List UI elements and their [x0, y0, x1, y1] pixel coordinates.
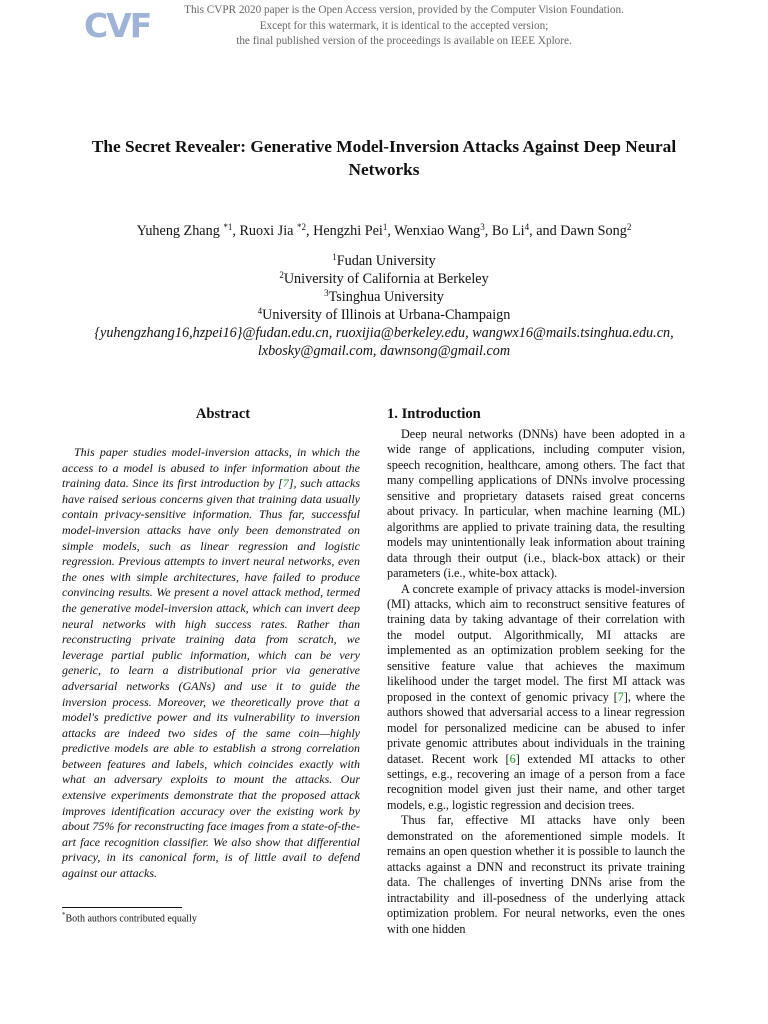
- paragraph: Thus far, effective MI attacks have only been demonstrated on the aforementioned simple models. It remains an open question whether it is possible to launch the attacks against a DNN and reconstruct its private training data. The challenges of inverting DNNs arise from the intractability and ill-posedness of the underlying attack optimization problem. For neural networks, even the ones with one hidden: [387, 813, 685, 936]
- footnote: *Both authors contributed equally: [62, 911, 197, 925]
- abstract-body: This paper studies model-inversion attacks, in which the access to a model is abused to infer information about the training data. Since its first introduction by [7], such attacks have raised serious concerns given that training data usually contain privacy-sensitive information. Thus far, successful model-inversion attacks have only been demonstrated on simple models, such as linear regression and logistic regression. Previous attempts to invert neural networks, even the ones with simple architectures, have failed to produce convincing results. We present a novel attack method, termed the generative model-inversion attack, which can invert deep neural networks with high success rates. Rather than reconstructing private training data from scratch, we leverage partial public information, which can be very generic, to learn a distributional prior via generative adversarial networks (GANs) and use it to guide the inversion process. Moreover, we theoretically prove that a model's predictive power and its vulnerability to inversion attacks are indeed two sides of the same coin—highly predictive models are able to establish a strong correlation between features and labels, which coincides exactly with what an adversary exploits to mount the attacks. Our extensive experiments demonstrate that the proposed attack improves identification accuracy over the existing work by about 75% for reconstructing face images from a state-of-the-art face recognition classifier. We also show that differential privacy, in its canonical form, is of little avail to defend against our attacks.: [62, 445, 361, 881]
- watermark-line-1: This CVPR 2020 paper is the Open Access version, provided by the Computer Vision Foundation.: [184, 4, 624, 16]
- footnote-rule: [62, 907, 182, 908]
- abstract-heading: Abstract: [195, 406, 251, 422]
- affiliations: [40, 253, 728, 360]
- introduction-heading: 1. Introduction: [387, 406, 481, 422]
- affiliation: $^2$University of California at Berkeley: [279, 269, 489, 287]
- author: Ruoxi Jia $^{*2}$: [239, 222, 306, 239]
- author: Bo Li$^4$: [491, 222, 530, 239]
- affiliation: $^1$Fudan University: [332, 252, 436, 269]
- paragraph: Deep neural networks (DNNs) have been adopted in a wide range of applications, including computer vision, speech recognition, healthcare, among others. The fact that many compelling applications of DNNs involve processing sensitive and proprietary datasets raised great concerns about privacy. In particular, when machine learning (ML) algorithms are applied to private training data, the resulting models may unintentionally leak information about training data through their output (i.e., black-box attack) or their parameters (i.e., white-box attack).: [387, 427, 685, 581]
- author-emails: [40, 325, 728, 361]
- introduction-body: [387, 427, 685, 937]
- svg-text:CVF: CVF: [84, 6, 151, 45]
- author: Hengzhi Pei$^1$: [313, 222, 388, 239]
- email-line-1: {yuhengzhang16,hzpei16}@fudan.edu.cn, ruoxijia@berkeley.edu, wangwx16@mails.tsinghua.edu.cn,: [94, 324, 674, 341]
- watermark-line-3: the final published version of the proceedings is available on IEEE Xplore.: [236, 35, 572, 47]
- author: Wenxiao Wang$^3$: [394, 222, 485, 239]
- author: Yuheng Zhang $^{*1}$: [136, 222, 233, 239]
- citation-link[interactable]: 7: [282, 476, 289, 491]
- affiliation: $^4$University of Illinois at Urbana-Champaign: [257, 305, 511, 323]
- paragraph: A concrete example of privacy attacks is model-inversion (MI) attacks, which aim to reconstruct sensitive features of training data by taking advantage of their correlation with the model output. Algorithmically, MI attacks are implemented as an optimization problem seeking for the sensitive feature value that achieves the maximum likelihood under the target model. The first MI attack was proposed in the context of genomic privacy [7], where the authors showed that adversarial access to a linear regression model for personalized medicine can be abused to infer private genomic attributes about individuals in the training dataset. Recent work [6] extended MI attacks to other settings, e.g., recovering an image of a person from a face recognition model given just their name, and other target models, e.g., logistic regression and decision trees.: [387, 581, 685, 812]
- author-list: Yuheng Zhang $^{*1}$, Ruoxi Jia $^{*2}$, Hengzhi Pei$^1$, Wenxiao Wang$^3$, Bo Li$^4$, and Dawn Song$^2$: [136, 222, 632, 239]
- cvf-logo: [84, 4, 151, 45]
- email-line-2: lxbosky@gmail.com, dawnsong@gmail.com: [257, 342, 511, 359]
- affiliation: $^3$Tsinghua University: [324, 287, 444, 305]
- author: Dawn Song$^2$: [560, 222, 632, 239]
- paper-title: The Secret Revealer: Generative Model-Inversion Attacks Against Deep Neural Networks: [91, 137, 677, 179]
- citation-link[interactable]: 6: [509, 751, 516, 766]
- watermark-line-2: Except for this watermark, it is identical to the accepted version;: [259, 19, 549, 32]
- citation-link[interactable]: 7: [617, 689, 624, 704]
- open-access-watermark: [150, 3, 658, 50]
